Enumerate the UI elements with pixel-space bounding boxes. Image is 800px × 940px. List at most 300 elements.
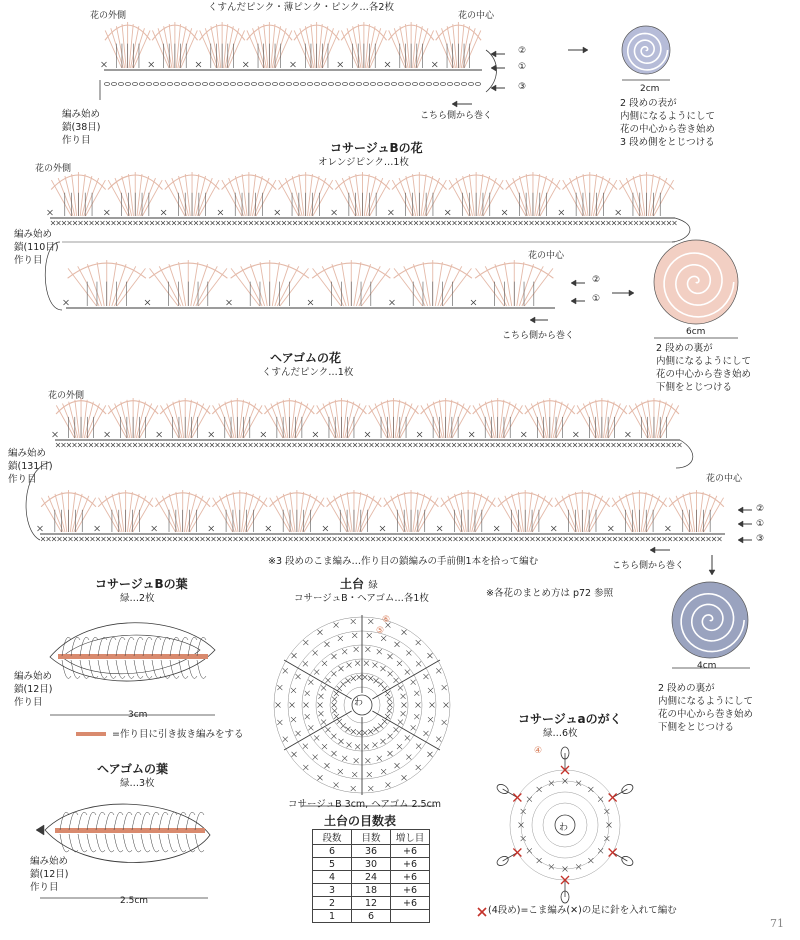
leaf-stitch [197,637,206,656]
slip-stitch-strip [58,654,208,659]
base-mark-6: ⑥ [382,615,391,625]
double-crochet-stitch [349,176,359,216]
double-crochet-stitch [544,400,549,438]
cell: 30 [352,858,391,871]
double-crochet-stitch [335,400,340,438]
chain-stitch [167,83,172,86]
base-color: 緑 [368,580,378,591]
double-crochet-stitch [119,492,124,532]
double-crochet-stitch [135,400,140,438]
base-title [340,578,378,591]
double-crochet-stitch [406,24,410,68]
double-crochet-stitch [318,24,322,68]
double-crochet-stitch [196,266,217,306]
double-crochet-stitch [277,402,286,438]
double-crochet-stitch [241,266,262,306]
hair-finish-note [658,682,753,734]
double-crochet-stitch [397,402,406,438]
chain-stitch [202,83,207,86]
double-crochet-stitch [395,400,400,438]
table-row [313,884,430,897]
double-crochet-stitch [194,174,199,216]
chain-stitch [321,83,326,86]
chain-stitch [475,83,480,86]
chain-stitch [433,83,438,86]
chain-stitch [286,83,291,86]
arrow-head [738,507,743,513]
double-crochet-stitch [84,402,93,438]
double-crochet-stitch [97,262,104,306]
double-crochet-stitch [413,174,418,216]
cosageB-start-line2: 鎖(110目) [14,242,59,253]
leaf-stitch [123,834,132,852]
calyx-footnote-a: (4段め)=こま編み( [488,905,571,916]
double-crochet-stitch [590,402,599,438]
leaf-stitch [170,637,179,656]
double-crochet-stitch [342,262,349,306]
chain-stitch [272,83,277,86]
double-crochet-stitch [586,494,596,532]
double-crochet-stitch [241,402,250,438]
leaf-stitch [197,660,206,678]
leaf-stitch [87,834,96,852]
double-crochet-stitch [224,24,228,68]
double-crochet-stitch [226,494,236,532]
hair-size: 4cm [697,661,717,671]
chain-stitch [384,83,389,86]
chain-stitch [328,83,333,86]
leaf-stitch [159,834,168,852]
double-crochet-stitch [258,26,266,68]
chain-stitch [111,83,116,86]
leaf-stitch [168,812,177,830]
double-crochet-stitch [185,174,190,216]
leaf-stitch [152,637,161,656]
double-crochet-stitch [641,492,646,532]
double-crochet-stitch [340,494,350,532]
leaf-stitch [141,812,150,830]
double-crochet-stitch [447,400,452,438]
chain-stitch [153,83,158,86]
double-crochet-stitch [80,174,85,216]
double-crochet-stitch [364,174,369,216]
double-crochet-stitch [356,492,361,532]
double-crochet-stitch [87,264,101,306]
double-crochet-stitch [537,402,546,438]
leafHair-start-line2: 鎖(12目) [30,869,69,880]
double-crochet-stitch [470,492,475,532]
cell: 3 [313,884,352,897]
count-table [312,829,430,923]
calyx-ring: わ [559,823,569,833]
double-crochet-stitch [478,174,483,216]
leafHair-title: ヘアゴムの葉 [97,762,169,776]
double-crochet-stitch [366,176,376,216]
cosageB-note-line1: 2 段めの裏が [656,343,713,354]
chain-stitch [440,83,445,86]
cell: +6 [391,845,430,858]
double-crochet-stitch [367,26,375,68]
leaf-stitch [116,637,125,656]
leaf-stitch [134,660,143,678]
cell: 12 [352,897,391,910]
double-crochet-stitch [421,174,426,216]
table-row [313,858,430,871]
leafHair-start-line3: 作り目 [30,882,59,893]
double-crochet-stitch [657,402,666,438]
cell: 2 [313,897,352,910]
double-crochet-stitch [433,402,442,438]
leafB-size: 3cm [128,710,148,720]
double-crochet-stitch [137,174,142,216]
double-crochet-stitch [75,400,80,438]
leaf-stitch [98,637,107,656]
double-crochet-stitch [178,26,186,68]
double-crochet-stitch [495,264,509,306]
double-crochet-stitch [191,262,198,306]
double-crochet-stitch [469,174,474,216]
double-crochet-stitch [700,494,710,532]
double-crochet-stitch [423,176,433,216]
leafB-start-note [14,670,53,709]
cosageB-marker-2: ② [592,275,601,285]
double-crochet-stitch [485,402,494,438]
chain-stitch [139,83,144,86]
cosageB-finish-note [656,342,751,394]
hair-marker-3: ③ [756,534,765,544]
hair-roll-label: こちら側から巻く [612,561,685,571]
double-crochet-stitch [211,26,219,68]
double-crochet-stitch [116,26,124,68]
row1-start-line3: 作り目 [62,135,91,146]
chain-stitch [426,83,431,86]
double-crochet-stitch [461,26,469,68]
hair-start-note [8,447,53,486]
row1-note-line4: 3 段め側をとじつける [620,137,715,148]
double-crochet-stitch [72,174,77,216]
leaf-stitch [132,834,141,852]
count-table-header [313,830,430,845]
double-crochet-stitch [576,492,581,532]
double-crochet-stitch [440,266,461,306]
hair-note-line3: 花の中心から巻き始め [658,709,754,720]
double-crochet-stitch [307,174,312,216]
double-crochet-stitch [453,24,457,68]
double-crochet-stitch [193,264,207,306]
double-crochet-stitch [359,266,380,306]
double-crochet-stitch [260,262,267,306]
double-crochet-stitch [272,262,279,306]
count-table-title: 土台の目数表 [324,814,397,828]
double-crochet-stitch [299,174,304,216]
leafB-legend: =作り目に引き抜き編みをする [112,729,244,740]
double-crochet-stitch [358,24,362,68]
turning-chain [672,218,690,242]
double-crochet-stitch [332,264,346,306]
leaf-stitch [116,660,125,678]
double-crochet-stitch [365,24,369,68]
double-crochet-stitch [480,176,490,216]
row1-marker-1: ① [518,62,527,72]
chain-stitch [279,83,284,86]
calyx-footnote [488,906,677,916]
cosageB-center-label: 花の中心 [528,251,565,261]
leaf-stitch [134,637,143,656]
double-crochet-stitch [233,492,238,532]
double-crochet-stitch [345,402,354,438]
leafB-start-line1: 編み始め [14,671,53,682]
arrow-head [530,317,535,323]
double-crochet-stitch [243,494,253,532]
double-crochet-stitch [415,494,425,532]
double-crochet-stitch [387,400,392,438]
cosageB-note-line3: 花の中心から巻き始め [656,369,752,380]
double-crochet-stitch [136,402,145,438]
double-crochet-stitch [397,494,407,532]
leaf-stitch [69,812,78,830]
chain-stitch [363,83,368,86]
double-crochet-stitch [239,400,244,438]
chain-stitch [174,83,179,86]
double-crochet-stitch [122,176,132,216]
calyx-footnote-b: )の足に針を入れて編む [578,905,677,916]
double-crochet-stitch [584,492,589,532]
leaf-stitch [114,812,123,830]
double-crochet-stitch [251,174,256,216]
cell [391,910,430,923]
double-crochet-stitch [633,176,643,216]
summary-reference: ※各花のまとめ方は p72 参照 [486,588,614,599]
chain-stitch [251,83,256,86]
double-crochet-stitch [159,266,180,306]
double-crochet-stitch [231,400,236,438]
double-crochet-stitch [596,400,601,438]
leaf-stitch [159,812,168,830]
cosageB-size: 6cm [686,327,706,337]
chain-stitch [230,83,235,86]
chain-stitch [307,83,312,86]
chain-stitch [195,83,200,86]
row1-note-line2: 内側になるようにして [620,111,716,122]
double-crochet-stitch [353,26,361,68]
base-title-text: 土台 [340,577,365,591]
calyx-colors: 緑…6枚 [543,728,578,739]
table-row [313,871,430,884]
hair-start-line3: 作り目 [8,474,37,485]
double-crochet-stitch [512,494,522,532]
chain-stitch [237,83,242,86]
double-crochet-stitch [439,400,444,438]
chain-stitch [391,83,396,86]
cell: +6 [391,897,430,910]
chain-stitch [461,83,466,86]
leaf-stitch [123,812,132,830]
leafHair-start-note [30,855,69,894]
chain-stitch [258,83,263,86]
double-crochet-stitch [291,400,296,438]
double-crochet-stitch [235,176,245,216]
double-crochet-stitch [449,402,458,438]
cell: 6 [352,910,391,923]
double-crochet-stitch [217,24,221,68]
chain-stitch [377,83,382,86]
chain-stitch [188,83,193,86]
chain-stitch [125,83,130,86]
leaf-stitch [188,660,197,678]
double-crochet-stitch [62,492,67,532]
double-crochet-stitch [179,176,189,216]
double-crochet-stitch [164,26,172,68]
leaf-stitch [114,834,123,852]
double-crochet-stitch [131,26,139,68]
leaf-stitch [89,660,98,678]
double-crochet-stitch [435,262,442,306]
leaf-stitch [105,834,114,852]
double-crochet-stitch [329,402,338,438]
double-crochet-stitch [447,26,455,68]
leafHair-colors: 緑…3枚 [120,778,155,789]
double-crochet-stitch [272,26,280,68]
double-crochet-stitch [275,264,289,306]
double-crochet-stitch [604,400,609,438]
double-crochet-stitch [320,26,328,68]
double-crochet-stitch [179,400,184,438]
double-crochet-stitch [293,402,302,438]
leaf-stitch [96,812,105,830]
double-crochet-stitch [461,492,466,532]
double-crochet-stitch [264,24,268,68]
double-crochet-stitch [518,492,523,532]
table-row [313,910,430,923]
cell: 18 [352,884,391,897]
cosageB-start-note [14,228,59,267]
double-crochet-stitch [472,494,482,532]
hair-title: ヘアゴムの花 [270,351,342,365]
increase-line [372,660,440,699]
double-crochet-stitch [292,176,302,216]
cell: 24 [352,871,391,884]
double-crochet-stitch [225,26,233,68]
double-crochet-stitch [78,266,99,306]
arrow-head [452,101,457,107]
chain-stitch [468,83,473,86]
double-crochet-stitch [83,400,88,438]
double-crochet-stitch [305,26,313,68]
cosageB-start-line1: 編み始め [14,229,53,240]
double-crochet-stitch [242,492,247,532]
double-crochet-stitch [299,492,304,532]
cell: 4 [313,871,352,884]
double-crochet-stitch [499,400,504,438]
double-crochet-stitch [413,24,417,68]
base-size: コサージュB 3cm, ヘアゴム 2.5cm [288,799,442,810]
double-crochet-stitch [519,176,529,216]
double-crochet-stitch [485,266,506,306]
hair-center-label: 花の中心 [706,474,743,484]
double-crochet-stitch [188,402,197,438]
double-crochet-stitch [176,492,181,532]
double-crochet-stitch [127,492,132,532]
chain-stitch [419,83,424,86]
double-crochet-stitch [169,264,183,306]
count-header-increase: 増し目 [391,830,430,845]
double-crochet-stitch [553,402,562,438]
row1-marker-3: ③ [518,82,527,92]
arrow-head [738,521,743,527]
chain-stitch [104,83,109,86]
double-crochet-stitch [404,492,409,532]
leaf-stitch [161,637,170,656]
chain-stitch [412,83,417,86]
leaf-stitch [132,812,141,830]
cell: +6 [391,884,430,897]
chain-stitch [454,83,459,86]
double-crochet-stitch [347,492,352,532]
chain-stitch [335,83,340,86]
leaf-stitch [107,637,116,656]
double-crochet-stitch [438,264,452,306]
double-crochet-stitch [505,262,512,306]
double-crochet-stitch [519,264,533,306]
double-crochet-stitch [179,262,186,306]
double-crochet-stitch [648,400,653,438]
leaf-stitch [98,660,107,678]
double-crochet-stitch [322,266,343,306]
double-crochet-stitch [413,264,427,306]
arrow-head [629,290,634,296]
cosageB-note-line2: 内側になるようにして [656,356,752,367]
table-row [313,845,430,858]
chain-stitch [405,83,410,86]
leaf-stitch [105,812,114,830]
chain-stitch [300,83,305,86]
leafB-colors: 緑…2枚 [120,593,155,604]
double-crochet-stitch [187,400,192,438]
arrow-head [709,570,715,575]
double-crochet-stitch [82,176,92,216]
double-crochet-stitch [114,266,135,306]
hair-marker-1: ① [756,519,765,529]
cell: 6 [313,845,352,858]
double-crochet-stitch [252,176,262,216]
chain-stitch [293,83,298,86]
chain-stitch [447,83,452,86]
double-crochet-stitch [517,262,524,306]
double-crochet-stitch [112,264,126,306]
double-crochet-stitch [406,176,416,216]
row1-roll-label: こちら側から巻く [420,111,493,121]
double-crochet-stitch [551,400,556,438]
double-crochet-stitch [626,494,636,532]
cell: 1 [313,910,352,923]
double-crochet-stitch [460,24,464,68]
double-crochet-stitch [271,24,275,68]
chain-stitch [223,83,228,86]
leaf-stitch [71,660,80,678]
double-crochet-stitch [356,264,370,306]
leaf-stitch [125,637,134,656]
double-crochet-stitch [176,24,180,68]
row1-note-line1: 2 段めの表が [620,98,677,109]
double-crochet-stitch [537,176,547,216]
arrow-head [491,65,496,71]
double-crochet-stitch [640,174,645,216]
leafB-start-line3: 作り目 [14,697,43,708]
double-crochet-stitch [72,494,82,532]
calyx-title: コサージュaのがく [518,712,622,726]
calyx-mark-4: ④ [534,746,543,756]
row1-start-line1: 編み始め [62,109,101,120]
